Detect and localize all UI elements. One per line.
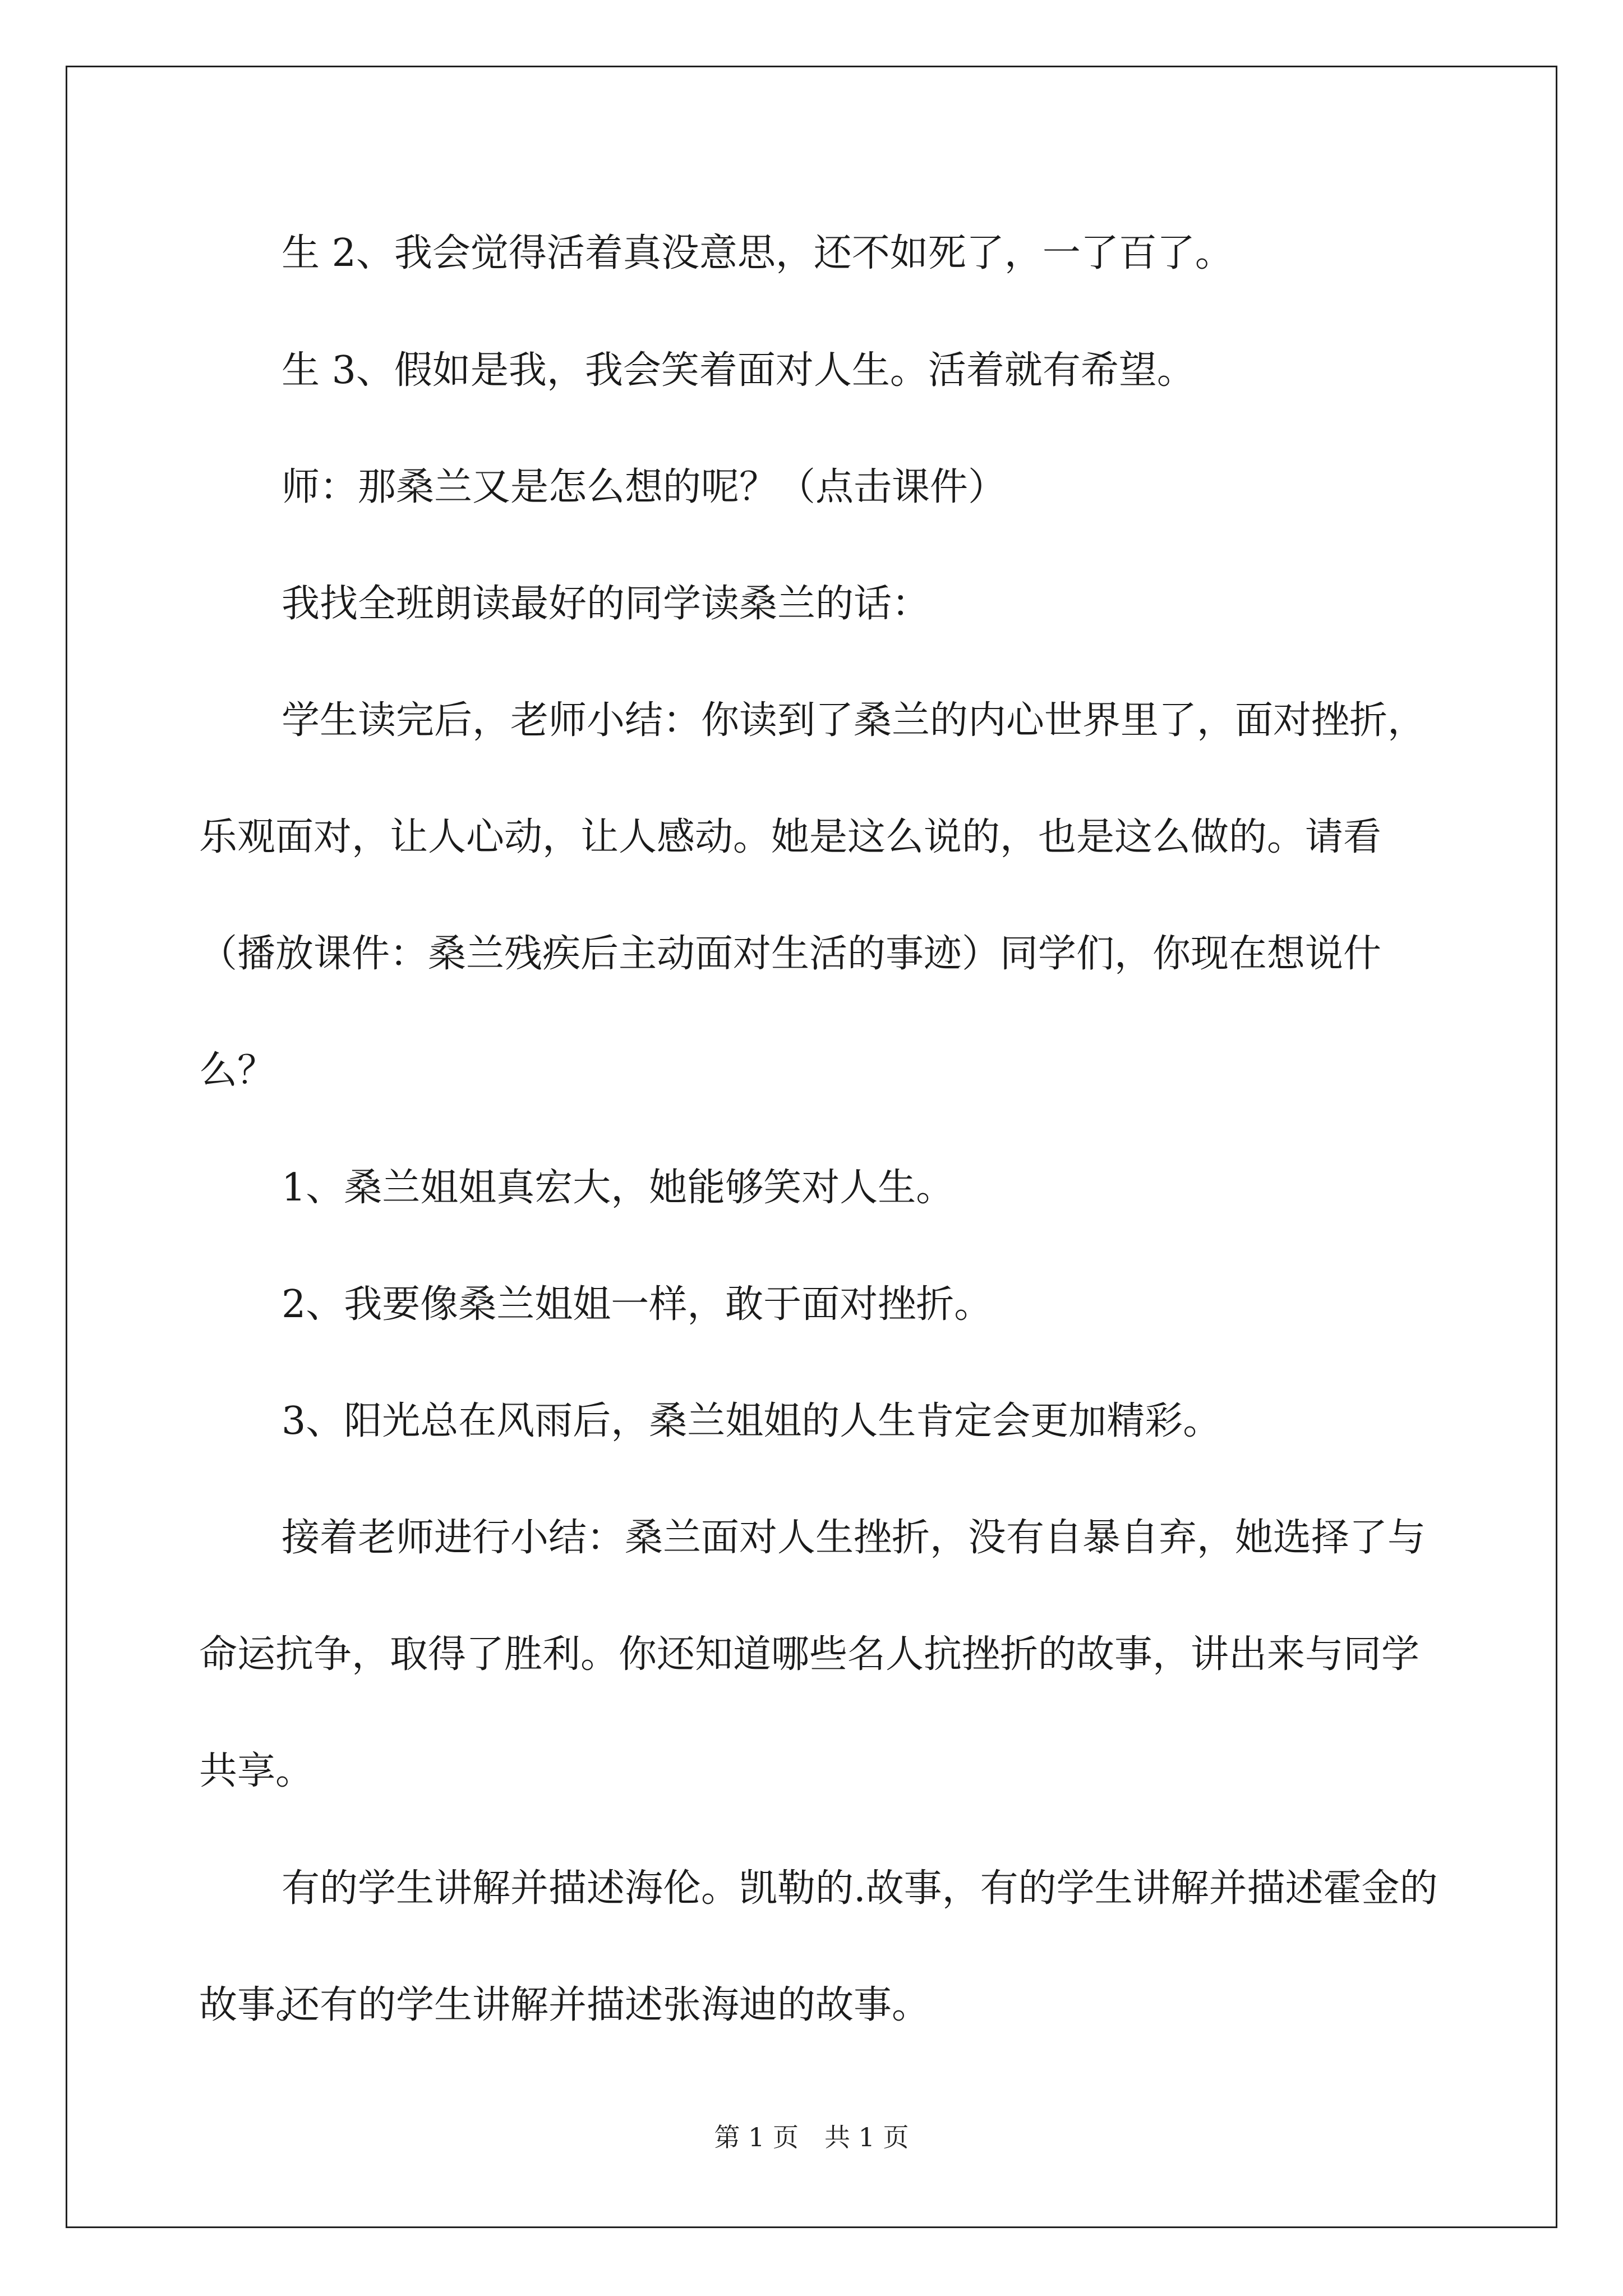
paragraph: 2、我要像桑兰姐姐一样，敢于面对挫折。 — [282, 1282, 993, 1327]
paragraph: 接着老师进行小结：桑兰面对人生挫折，没有自暴自弃，她选择了与命运抗争，取得了胜利。你还知道哪些名人抗挫折的故事，讲出来与同学共享。 — [199, 1516, 1426, 1793]
paragraph: 有的学生讲解并描述海伦。凯勒的.故事，有的学生讲解并描述霍金的故事。 — [199, 1866, 1438, 2027]
paragraph: 1、桑兰姐姐真宏大，她能够笑对人生。 — [282, 1166, 955, 1210]
paragraph: 生 3、假如是我，我会笑着面对人生。活着就有希望。 — [282, 348, 1195, 393]
paragraph: 还有的学生讲解并描述张海迪的故事。 — [282, 1983, 930, 2027]
page-footer: 第 1 页 共 1 页 — [714, 2122, 909, 2152]
paragraph: 生 2、我会觉得活着真没意思，还不如死了，一了百了。 — [282, 231, 1233, 275]
paragraph: 学生读完后，老师小结：你读到了桑兰的内心世界里了，面对挫折，乐观面对，让人心动，让人感动。她是这么说的，也是这么做的。请看（播放课件：桑兰残疾后主动面对生活的事迹）同学们，你现在想说什么？ — [199, 698, 1426, 1093]
paragraph: 师：那桑兰又是怎么想的呢？（点击课件） — [282, 465, 1007, 509]
paragraph: 3、阳光总在风雨后，桑兰姐姐的人生肯定会更加精彩。 — [282, 1399, 1221, 1443]
paragraph: 我找全班朗读最好的同学读桑兰的话： — [282, 582, 930, 626]
